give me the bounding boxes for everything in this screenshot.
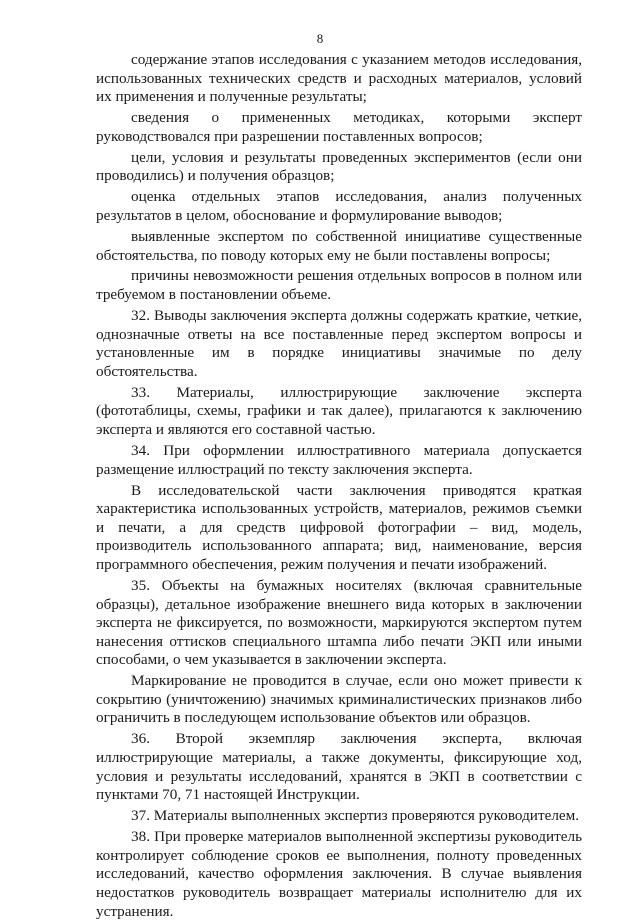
paragraph-item-37: 37. Материалы выполненных экспертиз проверяются руководителем.	[131, 807, 580, 825]
paragraph-item-35: 35. Объекты на бумажных носителях (включая сравнительные образцы), детальное изображение внешнего вида которых в заключении эксперта не фиксируется, по возможности, маркируются экспертом путем нанесения оттисков специального штампа либо печати ЭКП или иными способами, о чем указывается в заключении эксперта.	[96, 576, 582, 669]
page-number: 8	[316, 31, 324, 46]
paragraph: причины невозможности решения отдельных вопросов в полном или требуемом в постановлении объеме.	[96, 267, 582, 304]
paragraph-item-33: 33. Материалы, иллюстрирующие заключение эксперта (фототаблицы, схемы, графики и так далее), прилагаются к заключению эксперта и являются его составной частью.	[96, 383, 582, 439]
paragraph: Маркирование не проводится в случае, если оно может привести к сокрытию (уничтожению) значимых криминалистических признаков либо ограничить в последующем использование объектов или образцов.	[96, 672, 582, 727]
paragraph-item-38: 38. При проверке материалов выполненной экспертизы руководитель контролирует соблюдение сроков ее выполнения, полноту проведенных исследований, качество оформления заключения. В случае выявления недостатков руководитель возвращает материалы исполнителю для их устранения.	[96, 828, 582, 920]
paragraph-item-36: 36. Второй экземпляр заключения эксперта, включая иллюстрирующие материалы, а также документы, фиксирующие ход, условия и результаты исследований, хранятся в ЭКП в соответствии с пунктами 70, 71 настоящей Инструкции.	[96, 730, 582, 804]
document-body	[96, 51, 582, 924]
paragraph-item-32: 32. Выводы заключения эксперта должны содержать краткие, четкие, однозначные ответы на все поставленные перед экспертом вопросы и установленные им в порядке инициативы значимые по делу обстоятельства.	[96, 307, 582, 380]
paragraph: выявленные экспертом по собственной инициативе существенные обстоятельства, по поводу которых ему не были поставлены вопросы;	[96, 227, 582, 264]
paragraph: оценка отдельных этапов исследования, анализ полученных результатов в целом, обоснование и формулирование выводов;	[96, 188, 582, 224]
paragraph-item-34: 34. При оформлении иллюстративного материала допускается размещение иллюстраций по тексту заключения эксперта.	[96, 442, 582, 478]
paragraph: сведения о примененных методиках, которыми эксперт руководствовался при разрешении поставленных вопросов;	[96, 109, 582, 145]
paragraph: В исследовательской части заключения приводятся краткая характеристика использованных устройств, материалов, режимов съемки и печати, а для средств цифровой фотографии – вид, модель, производитель использованного аппарата; вид, наименование, версия программного обеспечения, режим получения и печати изображений.	[96, 481, 582, 573]
paragraph: содержание этапов исследования с указанием методов исследования, использованных технических средств и расходных материалов, условий их применения и полученные результаты;	[96, 51, 582, 106]
paragraph: цели, условия и результаты проведенных экспериментов (если они проводились) и получения образцов;	[96, 148, 582, 185]
